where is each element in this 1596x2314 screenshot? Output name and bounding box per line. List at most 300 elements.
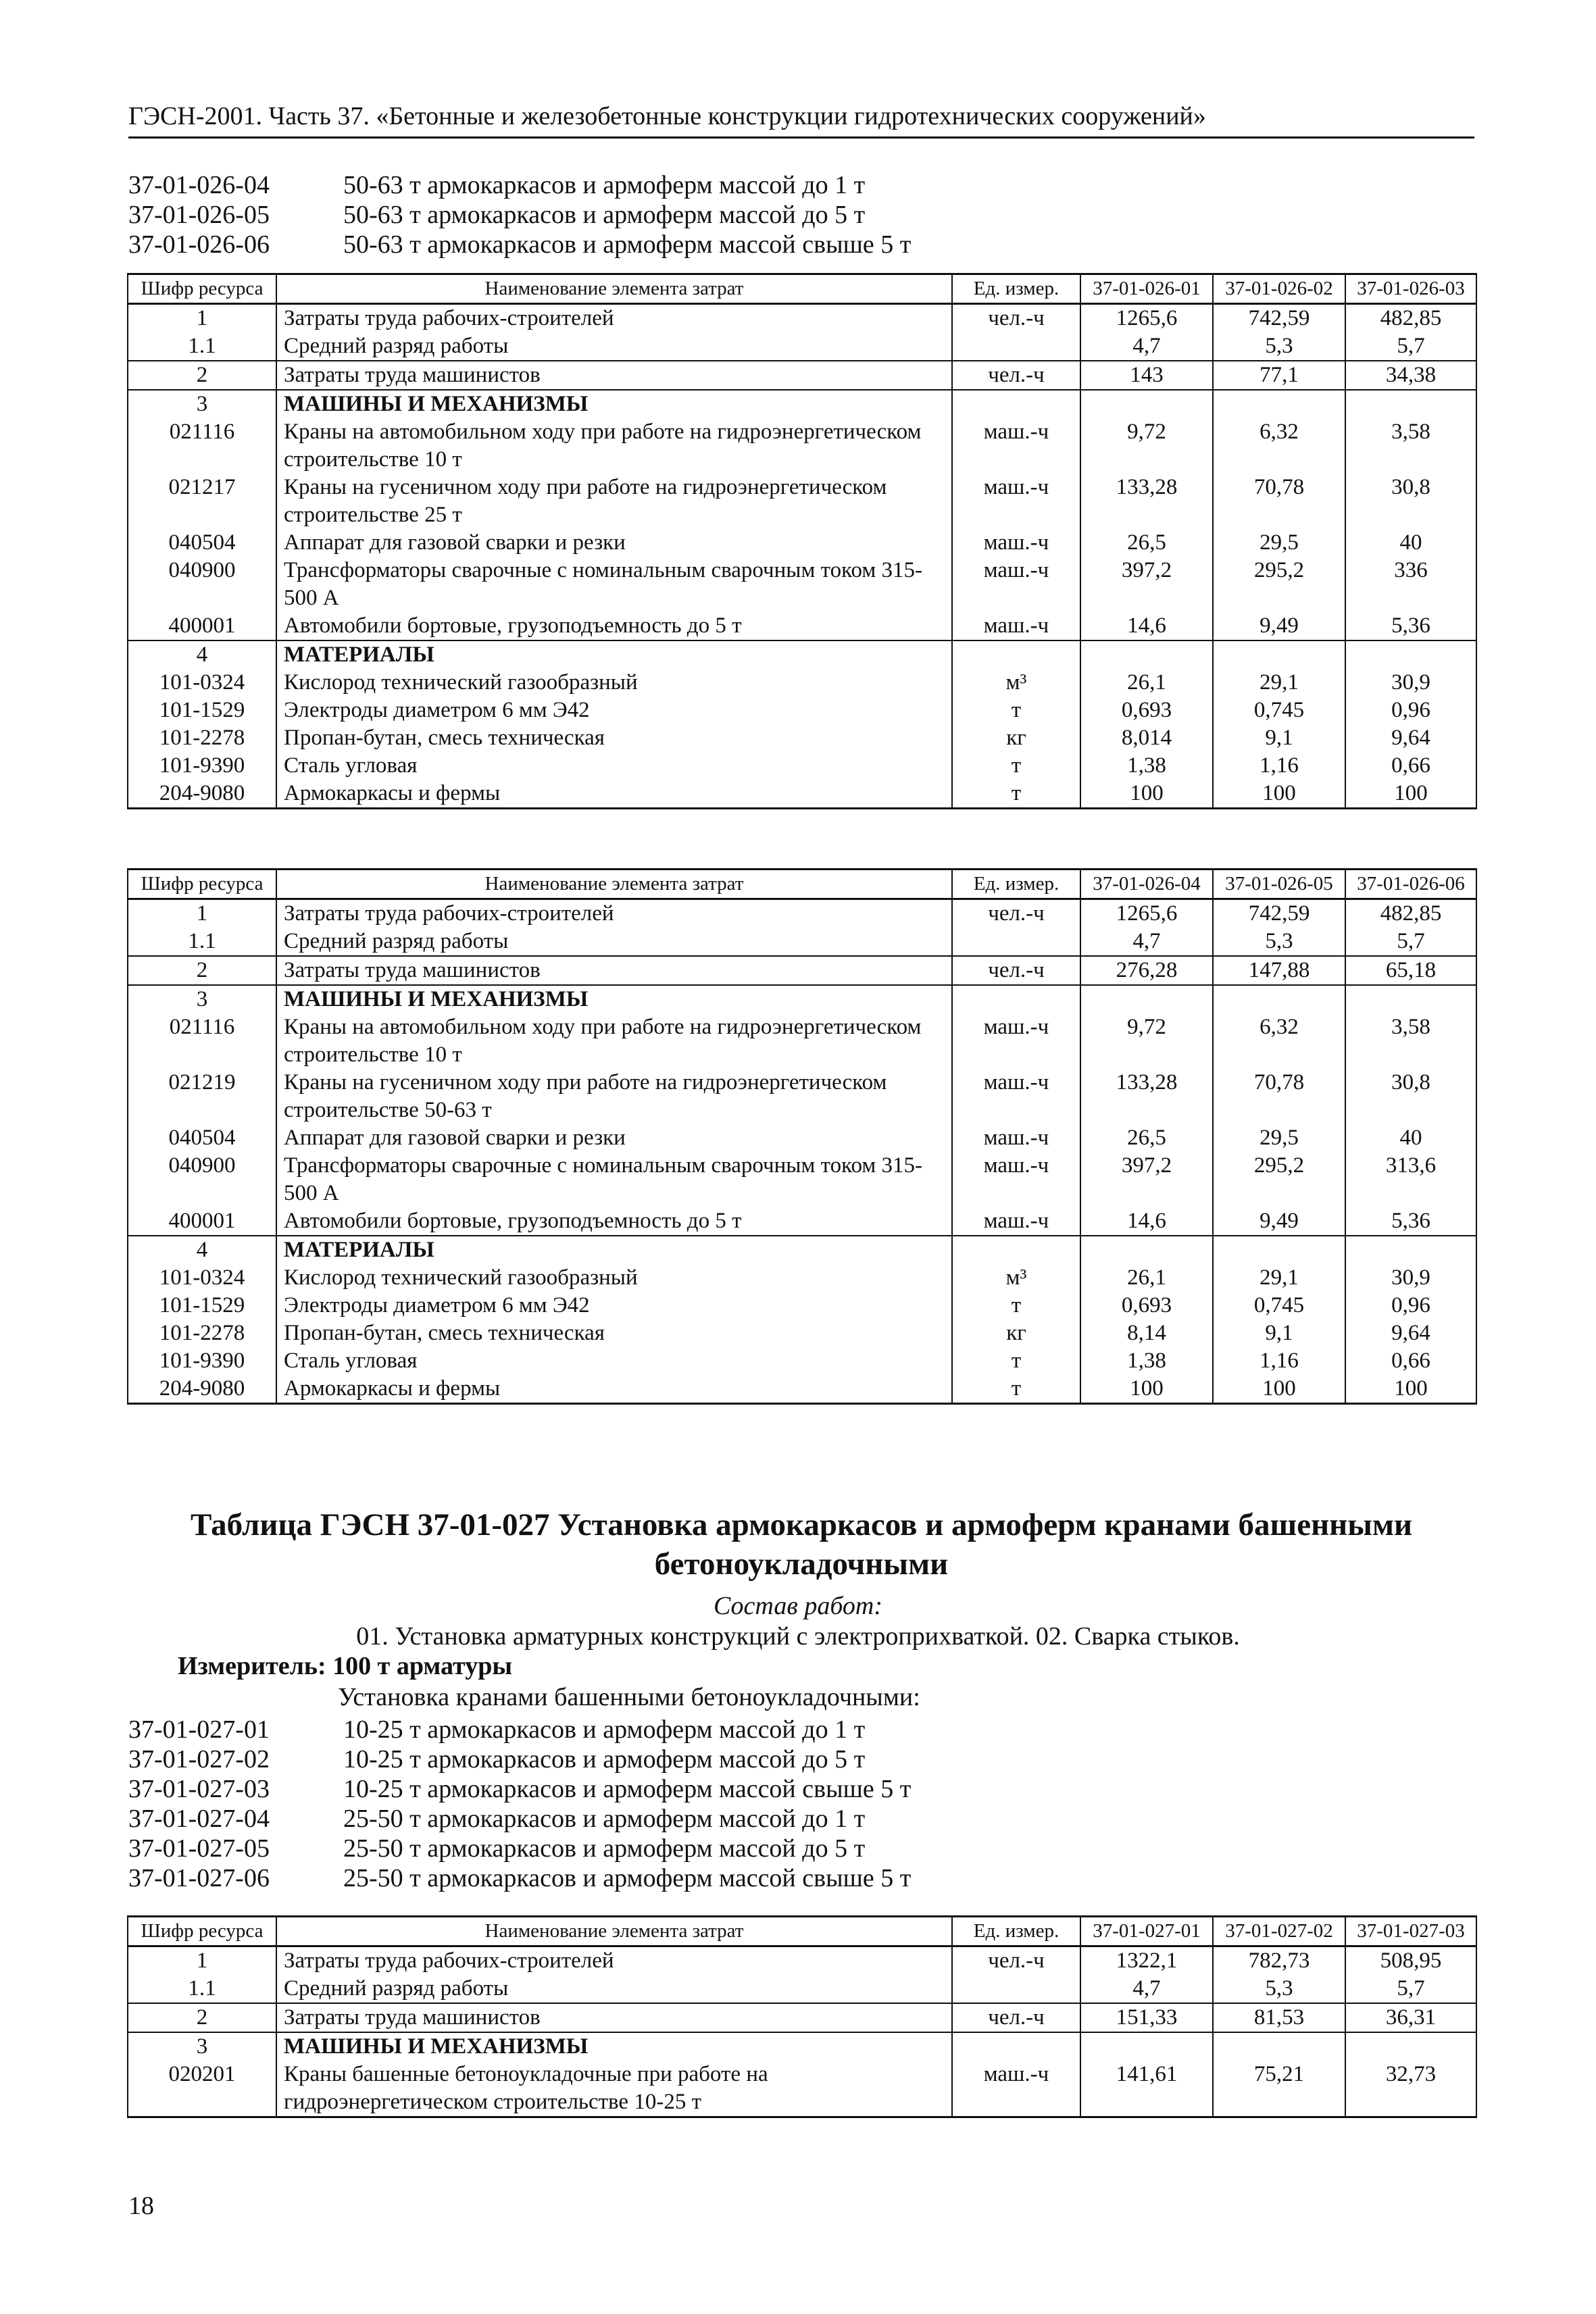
table-row: [128, 361, 1476, 390]
value-1: 276,28: [1080, 956, 1213, 985]
table-row: [128, 1236, 1476, 1264]
value-3: 5,7: [1345, 1975, 1476, 2003]
resource-code: 400001: [128, 612, 276, 640]
unit-cell: [952, 332, 1080, 361]
table-row: [128, 390, 1476, 418]
cost-element-name: Кислород технический газообразный: [276, 669, 952, 697]
value-2: 0,745: [1213, 1292, 1345, 1319]
item-description: 50-63 т армокаркасов и армоферм массой до 5 т: [343, 201, 866, 229]
unit-cell: маш.-ч: [952, 612, 1080, 640]
table-row: [128, 697, 1476, 724]
unit-cell: маш.-ч: [952, 529, 1080, 557]
value-1: 8,14: [1080, 1319, 1213, 1347]
value-1: 141,61: [1080, 2061, 1213, 2117]
meter-text: Измеритель: 100 т арматуры: [178, 1652, 513, 1680]
intro-text: Установка кранами башенными бетоноукладочными:: [338, 1683, 920, 1711]
value-2: 100: [1213, 1375, 1345, 1404]
value-3: 482,85: [1345, 304, 1476, 333]
resource-code: 101-2278: [128, 724, 276, 752]
item-description: 25-50 т армокаркасов и армоферм массой до 1 т: [343, 1805, 866, 1833]
value-3: 9,64: [1345, 1319, 1476, 1347]
unit-cell: чел.-ч: [952, 1946, 1080, 1976]
value-3: 5,36: [1345, 612, 1476, 640]
value-3: 100: [1345, 780, 1476, 809]
code-list-item: [128, 1804, 911, 1834]
cost-element-name: Краны на автомобильном ходу при работе на гидроэнергетическом строительстве 10 т: [276, 1013, 952, 1069]
value-3: [1345, 640, 1476, 669]
value-3: 9,64: [1345, 724, 1476, 752]
value-3: 65,18: [1345, 956, 1476, 985]
top-code-list: [128, 170, 911, 259]
resource-code: 040504: [128, 529, 276, 557]
table-row: [128, 1124, 1476, 1152]
code-list-item: [128, 1774, 911, 1804]
value-2: 77,1: [1213, 361, 1345, 390]
cost-element-name: МАШИНЫ И МЕХАНИЗМЫ: [276, 2032, 952, 2061]
header-row: [128, 274, 1476, 304]
item-description: 50-63 т армокаркасов и армоферм массой до 1 т: [343, 171, 866, 199]
table-row: [128, 2061, 1476, 2117]
code-list-item: [128, 230, 911, 259]
value-1: 143: [1080, 361, 1213, 390]
table-row: [128, 2032, 1476, 2061]
cost-element-name: Электроды диаметром 6 мм Э42: [276, 1292, 952, 1319]
item-code: 37-01-027-02: [128, 1745, 270, 1774]
table-row: [128, 612, 1476, 640]
unit-cell: маш.-ч: [952, 1152, 1080, 1207]
unit-cell: кг: [952, 1319, 1080, 1347]
unit-cell: т: [952, 697, 1080, 724]
unit-cell: м³: [952, 669, 1080, 697]
value-3: 508,95: [1345, 1946, 1476, 1976]
code-list-item: [128, 1715, 911, 1744]
table-row: [128, 1069, 1476, 1124]
value-1: 9,72: [1080, 1013, 1213, 1069]
table-row: [128, 418, 1476, 474]
value-1: 0,693: [1080, 697, 1213, 724]
item-code: 37-01-027-01: [128, 1715, 270, 1744]
value-2: 147,88: [1213, 956, 1345, 985]
value-1: 9,72: [1080, 418, 1213, 474]
resource-code: 204-9080: [128, 1375, 276, 1404]
value-1: 1,38: [1080, 752, 1213, 780]
table-row: [128, 928, 1476, 956]
value-1: 1265,6: [1080, 304, 1213, 333]
value-1: 4,7: [1080, 1975, 1213, 2003]
value-3: [1345, 1236, 1476, 1264]
value-2: [1213, 985, 1345, 1013]
value-1: [1080, 640, 1213, 669]
resource-code: 3: [128, 390, 276, 418]
value-3: 0,96: [1345, 697, 1476, 724]
item-description: 25-50 т армокаркасов и армоферм массой свыше 5 т: [343, 1864, 912, 1892]
table-row: [128, 1347, 1476, 1375]
cost-element-name: Аппарат для газовой сварки и резки: [276, 529, 952, 557]
value-3: 30,8: [1345, 474, 1476, 529]
header-norm-3: 37-01-027-03: [1345, 1917, 1476, 1946]
value-2: [1213, 390, 1345, 418]
resource-table-2: [127, 868, 1477, 1405]
cost-element-name: Автомобили бортовые, грузоподъемность до 5 т: [276, 612, 952, 640]
section-title: Таблица ГЭСН 37-01-027 Установка армокаркасов и армоферм кранами башенными бетоноукладочными: [190, 1507, 1413, 1582]
value-2: 70,78: [1213, 474, 1345, 529]
table-row: [128, 332, 1476, 361]
value-1: 0,693: [1080, 1292, 1213, 1319]
cost-element-name: Трансформаторы сварочные с номинальным сварочным током 315-500 А: [276, 557, 952, 612]
value-1: 14,6: [1080, 612, 1213, 640]
table-row: [128, 640, 1476, 669]
header-norm-1: 37-01-027-01: [1080, 1917, 1213, 1946]
value-3: 30,9: [1345, 1264, 1476, 1292]
cost-element-name: Затраты труда рабочих-строителей: [276, 304, 952, 333]
resource-code: 040900: [128, 1152, 276, 1207]
unit-cell: чел.-ч: [952, 361, 1080, 390]
unit-cell: [952, 1975, 1080, 2003]
header-unit: Ед. измер.: [952, 274, 1080, 304]
value-2: 1,16: [1213, 752, 1345, 780]
table-row: [128, 1292, 1476, 1319]
resource-code: 1.1: [128, 1975, 276, 2003]
table-row: [128, 956, 1476, 985]
unit-cell: [952, 985, 1080, 1013]
cost-element-name: Затраты труда машинистов: [276, 2003, 952, 2032]
value-3: 32,73: [1345, 2061, 1476, 2117]
item-code: 37-01-027-04: [128, 1805, 270, 1833]
unit-cell: чел.-ч: [952, 304, 1080, 333]
value-2: 9,1: [1213, 724, 1345, 752]
table-row: [128, 899, 1476, 928]
item-code: 37-01-027-06: [128, 1864, 270, 1892]
table-row: [128, 1319, 1476, 1347]
value-3: 3,58: [1345, 1013, 1476, 1069]
header-unit: Ед. измер.: [952, 870, 1080, 899]
value-3: 5,7: [1345, 928, 1476, 956]
unit-cell: маш.-ч: [952, 1207, 1080, 1236]
value-3: 5,7: [1345, 332, 1476, 361]
unit-cell: маш.-ч: [952, 1069, 1080, 1124]
table-row: [128, 1152, 1476, 1207]
table-row: [128, 985, 1476, 1013]
resource-code: 1.1: [128, 332, 276, 361]
code-list-item: [128, 1863, 911, 1893]
table-row: [128, 529, 1476, 557]
header-norm-2: 37-01-026-05: [1213, 870, 1345, 899]
unit-cell: т: [952, 1347, 1080, 1375]
resource-code: 400001: [128, 1207, 276, 1236]
header-norm-2: 37-01-026-02: [1213, 274, 1345, 304]
value-3: 313,6: [1345, 1152, 1476, 1207]
resource-code: 1.1: [128, 928, 276, 956]
cost-element-name: Средний разряд работы: [276, 928, 952, 956]
resource-code: 4: [128, 640, 276, 669]
cost-element-name: МАШИНЫ И МЕХАНИЗМЫ: [276, 985, 952, 1013]
value-1: 8,014: [1080, 724, 1213, 752]
table-row: [128, 780, 1476, 809]
item-description: 10-25 т армокаркасов и армоферм массой до 1 т: [343, 1715, 866, 1744]
value-1: [1080, 985, 1213, 1013]
value-3: [1345, 2032, 1476, 2061]
value-1: 26,5: [1080, 529, 1213, 557]
value-3: 336: [1345, 557, 1476, 612]
cost-element-name: Аппарат для газовой сварки и резки: [276, 1124, 952, 1152]
unit-cell: [952, 928, 1080, 956]
value-3: 34,38: [1345, 361, 1476, 390]
value-1: 100: [1080, 1375, 1213, 1404]
section-code-list: [128, 1715, 911, 1893]
composition-label: Состав работ:: [713, 1592, 883, 1620]
unit-cell: [952, 640, 1080, 669]
value-1: 1322,1: [1080, 1946, 1213, 1976]
value-3: 482,85: [1345, 899, 1476, 928]
resource-code: 3: [128, 2032, 276, 2061]
header-norm-1: 37-01-026-01: [1080, 274, 1213, 304]
header-code: Шифр ресурса: [128, 870, 276, 899]
table-row: [128, 1207, 1476, 1236]
value-1: 397,2: [1080, 557, 1213, 612]
cost-element-name: Краны на гусеничном ходу при работе на гидроэнергетическом строительстве 25 т: [276, 474, 952, 529]
resource-code: 101-9390: [128, 752, 276, 780]
value-2: 742,59: [1213, 304, 1345, 333]
value-1: 1265,6: [1080, 899, 1213, 928]
value-2: 782,73: [1213, 1946, 1345, 1976]
resource-table-3: [127, 1915, 1477, 2118]
value-3: 0,66: [1345, 752, 1476, 780]
cost-element-name: Армокаркасы и фермы: [276, 780, 952, 809]
header-row: [128, 870, 1476, 899]
cost-element-name: Сталь угловая: [276, 752, 952, 780]
resource-code: 4: [128, 1236, 276, 1264]
item-code: 37-01-026-04: [128, 171, 270, 199]
value-2: [1213, 1236, 1345, 1264]
cost-element-name: Пропан-бутан, смесь техническая: [276, 1319, 952, 1347]
cost-element-name: Средний разряд работы: [276, 332, 952, 361]
item-code: 37-01-027-05: [128, 1834, 270, 1863]
unit-cell: т: [952, 1292, 1080, 1319]
cost-element-name: МАШИНЫ И МЕХАНИЗМЫ: [276, 390, 952, 418]
resource-code: 021116: [128, 418, 276, 474]
value-3: 0,96: [1345, 1292, 1476, 1319]
header-norm-3: 37-01-026-03: [1345, 274, 1476, 304]
cost-element-name: Электроды диаметром 6 мм Э42: [276, 697, 952, 724]
resource-code: 040504: [128, 1124, 276, 1152]
unit-cell: маш.-ч: [952, 1013, 1080, 1069]
page-header: ГЭСН-2001. Часть 37. «Бетонные и железобетонные конструкции гидротехнических сооружений»: [128, 101, 1474, 139]
header-code: Шифр ресурса: [128, 1917, 276, 1946]
item-code: 37-01-026-05: [128, 201, 270, 229]
value-2: 70,78: [1213, 1069, 1345, 1124]
value-1: 14,6: [1080, 1207, 1213, 1236]
code-list-item: [128, 1834, 911, 1863]
resource-code: 2: [128, 361, 276, 390]
unit-cell: маш.-ч: [952, 474, 1080, 529]
unit-cell: [952, 1236, 1080, 1264]
resource-code: 1: [128, 899, 276, 928]
code-list-item: [128, 200, 911, 230]
resource-code: 2: [128, 2003, 276, 2032]
value-1: 1,38: [1080, 1347, 1213, 1375]
cost-element-name: МАТЕРИАЛЫ: [276, 640, 952, 669]
cost-element-name: Краны на автомобильном ходу при работе на гидроэнергетическом строительстве 10 т: [276, 418, 952, 474]
cost-element-name: Армокаркасы и фермы: [276, 1375, 952, 1404]
header-norm-2: 37-01-027-02: [1213, 1917, 1345, 1946]
composition-text: 01. Установка арматурных конструкций с электроприхваткой. 02. Сварка стыков.: [356, 1622, 1240, 1651]
resource-code: 101-9390: [128, 1347, 276, 1375]
unit-cell: чел.-ч: [952, 2003, 1080, 2032]
header-code: Шифр ресурса: [128, 274, 276, 304]
code-list-item: [128, 1744, 911, 1774]
value-3: 0,66: [1345, 1347, 1476, 1375]
resource-code: 021219: [128, 1069, 276, 1124]
cost-element-name: Сталь угловая: [276, 1347, 952, 1375]
resource-code: 021116: [128, 1013, 276, 1069]
value-2: 742,59: [1213, 899, 1345, 928]
item-description: 10-25 т армокаркасов и армоферм массой свыше 5 т: [343, 1775, 912, 1803]
cost-element-name: Краны башенные бетоноукладочные при работе на гидроэнергетическом строительстве 10-25 т: [276, 2061, 952, 2117]
table-row: [128, 752, 1476, 780]
resource-code: 101-1529: [128, 697, 276, 724]
value-1: 133,28: [1080, 474, 1213, 529]
unit-cell: маш.-ч: [952, 557, 1080, 612]
resource-code: 1: [128, 304, 276, 333]
resource-code: 040900: [128, 557, 276, 612]
value-2: 9,49: [1213, 612, 1345, 640]
value-1: 26,5: [1080, 1124, 1213, 1152]
value-1: 4,7: [1080, 332, 1213, 361]
header-norm-3: 37-01-026-06: [1345, 870, 1476, 899]
value-3: 36,31: [1345, 2003, 1476, 2032]
cost-element-name: Затраты труда машинистов: [276, 956, 952, 985]
cost-element-name: Пропан-бутан, смесь техническая: [276, 724, 952, 752]
resource-code: 101-1529: [128, 1292, 276, 1319]
resource-code: 3: [128, 985, 276, 1013]
unit-cell: [952, 2032, 1080, 2061]
resource-code: 101-0324: [128, 1264, 276, 1292]
table-row: [128, 1946, 1476, 1976]
value-2: 9,1: [1213, 1319, 1345, 1347]
value-2: 295,2: [1213, 1152, 1345, 1207]
value-2: 1,16: [1213, 1347, 1345, 1375]
table-row: [128, 724, 1476, 752]
unit-cell: маш.-ч: [952, 2061, 1080, 2117]
cost-element-name: Кислород технический газообразный: [276, 1264, 952, 1292]
resource-code: 101-2278: [128, 1319, 276, 1347]
value-2: 29,5: [1213, 1124, 1345, 1152]
value-2: 295,2: [1213, 557, 1345, 612]
table-row: [128, 557, 1476, 612]
resource-table-1: [127, 273, 1477, 809]
resource-code: 2: [128, 956, 276, 985]
page-number: 18: [128, 2192, 154, 2220]
header-name: Наименование элемента затрат: [276, 1917, 952, 1946]
unit-cell: м³: [952, 1264, 1080, 1292]
value-2: 5,3: [1213, 1975, 1345, 2003]
table-row: [128, 1013, 1476, 1069]
unit-cell: т: [952, 752, 1080, 780]
value-3: 40: [1345, 1124, 1476, 1152]
value-1: 100: [1080, 780, 1213, 809]
value-2: 100: [1213, 780, 1345, 809]
value-3: 100: [1345, 1375, 1476, 1404]
value-1: 151,33: [1080, 2003, 1213, 2032]
table-row: [128, 1264, 1476, 1292]
table-row: [128, 1375, 1476, 1404]
header-unit: Ед. измер.: [952, 1917, 1080, 1946]
value-3: [1345, 985, 1476, 1013]
value-3: 30,9: [1345, 669, 1476, 697]
header-row: [128, 1917, 1476, 1946]
value-2: 29,1: [1213, 669, 1345, 697]
resource-code: 020201: [128, 2061, 276, 2117]
value-2: 75,21: [1213, 2061, 1345, 2117]
value-1: 133,28: [1080, 1069, 1213, 1124]
value-2: 81,53: [1213, 2003, 1345, 2032]
cost-element-name: Затраты труда рабочих-строителей: [276, 1946, 952, 1976]
value-2: 5,3: [1213, 928, 1345, 956]
value-2: 29,1: [1213, 1264, 1345, 1292]
item-description: 50-63 т армокаркасов и армоферм массой свыше 5 т: [343, 230, 912, 259]
unit-cell: маш.-ч: [952, 418, 1080, 474]
value-2: 29,5: [1213, 529, 1345, 557]
unit-cell: т: [952, 1375, 1080, 1404]
table-row: [128, 474, 1476, 529]
value-2: 6,32: [1213, 1013, 1345, 1069]
cost-element-name: Краны на гусеничном ходу при работе на гидроэнергетическом строительстве 50-63 т: [276, 1069, 952, 1124]
cost-element-name: Средний разряд работы: [276, 1975, 952, 2003]
code-list-item: [128, 170, 911, 200]
value-2: 9,49: [1213, 1207, 1345, 1236]
value-2: 0,745: [1213, 697, 1345, 724]
cost-element-name: Автомобили бортовые, грузоподъемность до 5 т: [276, 1207, 952, 1236]
value-1: 4,7: [1080, 928, 1213, 956]
cost-element-name: Трансформаторы сварочные с номинальным сварочным током 315-500 А: [276, 1152, 952, 1207]
table-row: [128, 304, 1476, 333]
cost-element-name: МАТЕРИАЛЫ: [276, 1236, 952, 1264]
unit-cell: [952, 390, 1080, 418]
cost-element-name: Затраты труда рабочих-строителей: [276, 899, 952, 928]
header-name: Наименование элемента затрат: [276, 870, 952, 899]
table-row: [128, 669, 1476, 697]
cost-element-name: Затраты труда машинистов: [276, 361, 952, 390]
table-row: [128, 1975, 1476, 2003]
item-description: 25-50 т армокаркасов и армоферм массой до 5 т: [343, 1834, 866, 1863]
unit-cell: кг: [952, 724, 1080, 752]
value-3: 3,58: [1345, 418, 1476, 474]
value-1: 26,1: [1080, 669, 1213, 697]
value-1: 397,2: [1080, 1152, 1213, 1207]
header-name: Наименование элемента затрат: [276, 274, 952, 304]
unit-cell: чел.-ч: [952, 899, 1080, 928]
item-code: 37-01-026-06: [128, 230, 270, 259]
value-1: [1080, 1236, 1213, 1264]
table-row: [128, 2003, 1476, 2032]
header-norm-1: 37-01-026-04: [1080, 870, 1213, 899]
value-3: 30,8: [1345, 1069, 1476, 1124]
resource-code: 1: [128, 1946, 276, 1976]
item-description: 10-25 т армокаркасов и армоферм массой до 5 т: [343, 1745, 866, 1774]
unit-cell: т: [952, 780, 1080, 809]
resource-code: 021217: [128, 474, 276, 529]
value-1: [1080, 390, 1213, 418]
value-1: [1080, 2032, 1213, 2061]
resource-code: 204-9080: [128, 780, 276, 809]
value-2: 6,32: [1213, 418, 1345, 474]
value-3: 40: [1345, 529, 1476, 557]
value-3: [1345, 390, 1476, 418]
value-1: 26,1: [1080, 1264, 1213, 1292]
unit-cell: чел.-ч: [952, 956, 1080, 985]
value-3: 5,36: [1345, 1207, 1476, 1236]
resource-code: 101-0324: [128, 669, 276, 697]
